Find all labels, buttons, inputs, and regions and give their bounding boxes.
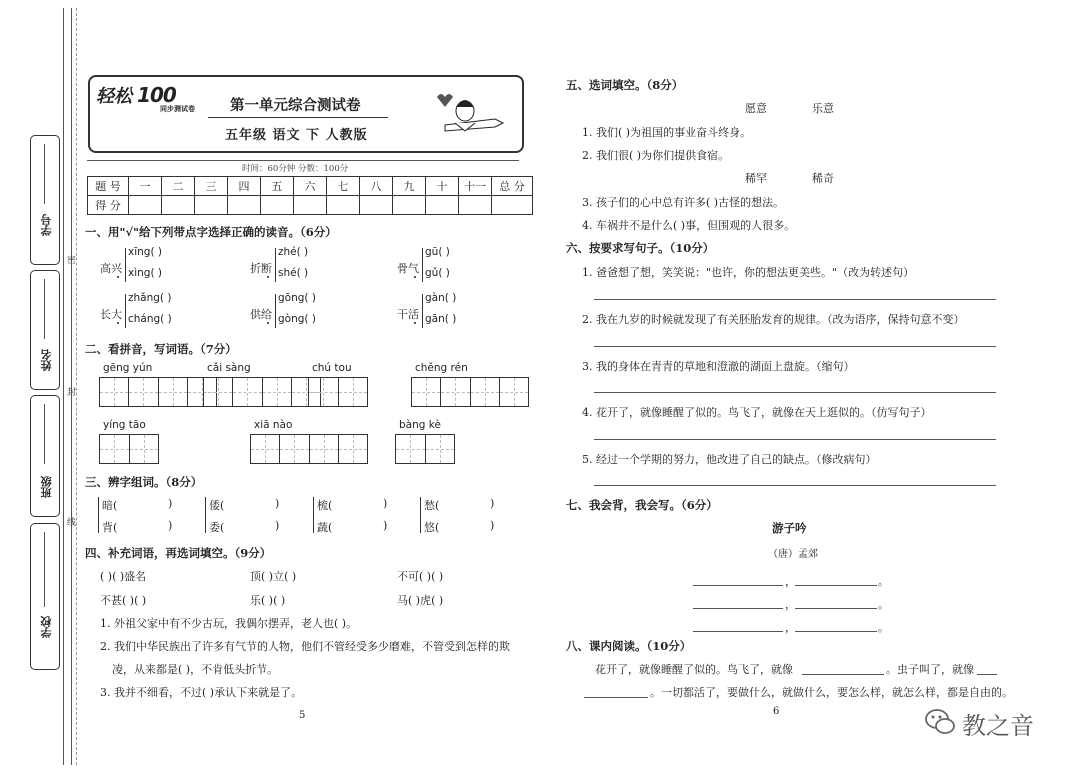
grid-cell	[339, 435, 367, 463]
score-cell	[459, 196, 492, 215]
s3-char-a: 暗(	[102, 499, 118, 512]
score-header-cell: 三	[195, 177, 228, 196]
grid-cell	[309, 378, 339, 406]
title-rule	[208, 117, 388, 118]
s6-answer-line-1	[594, 299, 996, 300]
meta-rule	[87, 160, 519, 161]
grid-cell	[441, 378, 470, 406]
poem-blank	[795, 585, 877, 586]
s4-row2-a: 不甚( )( )	[100, 594, 147, 607]
grid-cell	[500, 378, 528, 406]
s2-writing-grid	[203, 377, 321, 407]
s6-answer-line-2	[594, 346, 996, 347]
cartoon-boy-icon	[425, 89, 515, 139]
s3-close-a: )	[275, 497, 280, 510]
s2-writing-grid	[250, 434, 368, 464]
grid-cell	[233, 378, 262, 406]
s5-word-b: 乐意	[812, 102, 834, 115]
s5-q3: 3. 孩子们的心中总有许多( )古怪的想法。	[582, 196, 785, 209]
student-id-line	[44, 144, 45, 204]
s6-answer-line-5	[594, 485, 996, 486]
emphasis-dot	[414, 322, 416, 324]
s3-close-b: )	[168, 519, 173, 532]
poem-period: 。	[878, 575, 889, 588]
score-header-cell: 四	[228, 177, 261, 196]
s3-char-b: 悠(	[424, 521, 440, 534]
score-header-cell: 一	[129, 177, 162, 196]
poem-comma: ，	[785, 575, 796, 588]
section-6-heading: 六、按要求写句子。（10分）	[566, 241, 715, 255]
poem-author: （唐）孟郊	[768, 549, 818, 560]
watermark-text: 教之音	[962, 712, 1034, 740]
class-box	[30, 395, 60, 517]
poem-title: 游子吟	[772, 521, 807, 535]
s6-q3: 3. 我的身体在青青的草地和澄澈的湖面上盘旋。（缩句）	[582, 360, 855, 373]
logo-number: 100	[137, 83, 176, 107]
s1-word: 高兴	[100, 262, 122, 275]
section-5-heading: 五、选词填空。（8分）	[566, 78, 684, 92]
school-label: 学校	[40, 616, 53, 638]
s1-option-a: zhé( )	[278, 246, 309, 258]
score-cell	[360, 196, 393, 215]
s4-row1-c: 不可( )( )	[397, 570, 444, 583]
s1-option-b: gǔ( )	[425, 267, 450, 279]
s8-blank-2b	[584, 697, 648, 698]
s2-pinyin: gēng yún	[103, 362, 153, 374]
exam-header	[88, 75, 524, 153]
s2-writing-grid	[395, 434, 455, 464]
grid-cell	[412, 378, 441, 406]
s1-word: 干活	[397, 308, 419, 321]
s2-pinyin: cǎi sàng	[207, 362, 251, 374]
emphasis-dot	[414, 276, 416, 278]
s2-pinyin: bàng kè	[399, 419, 441, 431]
class-line	[44, 404, 45, 464]
emphasis-dot	[117, 322, 119, 324]
s2-pinyin: xiā nào	[254, 419, 293, 431]
score-header-cell: 八	[360, 177, 393, 196]
s3-close-b: )	[275, 519, 280, 532]
s1-option-a: xīng( )	[128, 246, 162, 258]
s3-char-b: 背(	[102, 521, 118, 534]
s6-answer-line-3	[594, 392, 996, 393]
score-header-cell: 六	[294, 177, 327, 196]
exam-title: 第一单元综合测试卷	[230, 97, 361, 114]
score-cell	[228, 196, 261, 215]
name-line	[44, 279, 45, 339]
section-3-heading: 三、辨字组词。（8分）	[85, 475, 203, 489]
section-4-heading: 四、补充词语，再选词填空。（9分）	[85, 546, 272, 560]
name-box	[30, 270, 60, 390]
score-header-cell: 七	[327, 177, 360, 196]
poem-comma: ，	[785, 621, 796, 634]
s5-q4: 4. 车祸并不是什么( )事，但围观的人很多。	[582, 219, 796, 232]
page-number-right: 6	[773, 706, 780, 717]
s4-row1-a: ( )( )盛名	[100, 570, 147, 583]
s5-q2: 2. 我们很( )为你们提供食宿。	[582, 149, 730, 162]
grid-cell	[310, 435, 339, 463]
s6-q1: 1. 爸爸想了想，笑笑说："也许，你的想法更美些。"（改为转述句）	[582, 266, 915, 279]
score-cell: 得 分	[88, 196, 129, 215]
s4-q1: 1. 外祖父家中有不少古玩，我偶尔摆弄，老人也( )。	[100, 617, 358, 630]
poem-blank	[693, 608, 783, 609]
s1-option-b: shé( )	[278, 267, 309, 279]
poem-comma: ，	[785, 598, 796, 611]
s3-char-a: 倭(	[209, 499, 225, 512]
section-8-heading: 八、课内阅读。（10分）	[566, 639, 692, 653]
emphasis-dot	[117, 276, 119, 278]
score-header-cell: 总 分	[492, 177, 533, 196]
emphasis-dot	[267, 322, 269, 324]
score-header-cell: 题 号	[88, 177, 129, 196]
s4-q2a: 2. 我们中华民族出了许多有气节的人物，他们不管经受多少磨难，不管受到怎样的欺	[100, 640, 510, 653]
score-cell	[195, 196, 228, 215]
s3-char-b: 委(	[209, 521, 225, 534]
score-header-cell: 二	[162, 177, 195, 196]
s6-q5: 5. 经过一个学期的努力，他改进了自己的缺点。（修改病句）	[582, 453, 877, 466]
grid-cell	[471, 378, 500, 406]
logo-main-text: 轻松	[96, 86, 132, 107]
s1-option-a: zhǎng( )	[128, 292, 172, 304]
s3-close-b: )	[383, 519, 388, 532]
score-cell	[492, 196, 533, 215]
s2-writing-grid	[99, 434, 159, 464]
grid-cell	[130, 435, 159, 463]
grid-cell	[263, 378, 292, 406]
score-cell	[393, 196, 426, 215]
binding-line-left	[63, 8, 64, 765]
exam-meta: 时间：60分钟 分数：100分	[242, 164, 349, 174]
name-label: 姓名	[40, 349, 53, 371]
brand-logo	[96, 82, 208, 112]
cut-mark-line: 线	[67, 518, 77, 528]
s8-text-2: 。一切都活了，要做什么，就做什么，要怎么样，就怎么样，都是自由的。	[650, 686, 1013, 699]
class-label: 班级	[40, 476, 53, 498]
student-id-box	[30, 135, 60, 265]
grid-cell	[100, 378, 129, 406]
s5-word-d: 稀奇	[812, 172, 834, 185]
s3-close-a: )	[383, 497, 388, 510]
grid-cell	[204, 378, 233, 406]
score-table	[87, 176, 533, 215]
poem-blank	[693, 585, 783, 586]
s1-option-b: gān( )	[425, 313, 457, 325]
exam-subtitle: 五年级 语文 下 人教版	[225, 128, 368, 143]
score-cell	[162, 196, 195, 215]
s3-close-a: )	[490, 497, 495, 510]
s3-char-a: 梳(	[317, 499, 333, 512]
poem-blank	[795, 631, 877, 632]
s8-text-1a: 花开了，就像睡醒了似的。鸟飞了，就像	[595, 663, 793, 676]
s6-answer-line-4	[594, 439, 996, 440]
s1-option-b: cháng( )	[128, 313, 172, 325]
section-7-heading: 七、我会背，我会写。（6分）	[566, 498, 718, 512]
school-box	[30, 523, 60, 670]
s4-q2b: 凌，从来都是( )，不肯低头折节。	[112, 663, 279, 676]
s3-char-a: 愁(	[424, 499, 440, 512]
s1-word: 供给	[250, 308, 272, 321]
grid-cell	[396, 435, 426, 463]
grid-cell	[339, 378, 368, 406]
s3-close-b: )	[490, 519, 495, 532]
s1-option-b: xìng( )	[128, 267, 162, 279]
s5-word-c: 稀罕	[745, 172, 767, 185]
section-1-heading: 一、用"√"给下列带点字选择正确的读音。（6分）	[85, 225, 337, 239]
s5-q1: 1. 我们( )为祖国的事业奋斗终身。	[582, 126, 752, 139]
student-id-label: 学号	[40, 214, 53, 236]
emphasis-dot	[267, 276, 269, 278]
s3-close-a: )	[168, 497, 173, 510]
score-cell	[261, 196, 294, 215]
page-number-left: 5	[299, 710, 306, 721]
score-cell	[426, 196, 459, 215]
s8-text-1b: 。虫子叫了，就像	[886, 663, 974, 676]
binding-dashed-line	[76, 8, 77, 765]
logo-tagline: 同步测试卷	[160, 105, 195, 113]
cut-mark-close: 封	[67, 388, 77, 398]
s2-writing-grid	[308, 377, 368, 407]
score-cell	[129, 196, 162, 215]
s2-pinyin: yíng tāo	[103, 419, 146, 431]
poem-blank	[795, 608, 877, 609]
s5-word-a: 愿意	[745, 102, 767, 115]
s2-writing-grid	[411, 377, 529, 407]
poem-period: 。	[878, 621, 889, 634]
s1-word: 骨气	[397, 262, 419, 275]
score-header-cell: 九	[393, 177, 426, 196]
s8-blank-1	[802, 674, 884, 675]
s1-word: 折断	[250, 262, 272, 275]
section-2-heading: 二、看拼音，写词语。（7分）	[85, 342, 237, 356]
poem-period: 。	[878, 598, 889, 611]
s1-option-a: gū( )	[425, 246, 450, 258]
s6-q2: 2. 我在九岁的时候就发现了有关胚胎发育的规律。（改为语序，保持句意不变）	[582, 313, 965, 326]
s2-pinyin: chěng rén	[415, 362, 468, 374]
grid-cell	[280, 435, 309, 463]
school-line	[44, 532, 45, 607]
grid-cell	[426, 435, 455, 463]
grid-cell	[100, 435, 130, 463]
s8-blank-2a	[977, 674, 997, 675]
s1-option-a: gōng( )	[278, 292, 316, 304]
s4-row2-b: 乐( )( )	[250, 594, 286, 607]
score-header-cell: 十一	[459, 177, 492, 196]
grid-cell	[251, 435, 280, 463]
s4-q3: 3. 我并不细看，不过( )承认下来就是了。	[100, 686, 303, 699]
cut-mark-seal: 密	[67, 256, 77, 266]
score-cell	[327, 196, 360, 215]
s2-pinyin: chú tou	[312, 362, 352, 374]
s1-word: 长大	[100, 308, 122, 321]
poem-blank	[693, 631, 783, 632]
score-cell	[294, 196, 327, 215]
s2-writing-grid	[99, 377, 217, 407]
wechat-icon	[923, 705, 957, 739]
score-header-cell: 五	[261, 177, 294, 196]
s1-option-a: gàn( )	[425, 292, 457, 304]
s4-row2-c: 马( )虎( )	[397, 594, 444, 607]
score-header-cell: 十	[426, 177, 459, 196]
grid-cell	[159, 378, 188, 406]
s1-option-b: gòng( )	[278, 313, 316, 325]
grid-cell	[129, 378, 158, 406]
s3-char-b: 蔬(	[317, 521, 333, 534]
s6-q4: 4. 花开了，就像睡醒了似的。鸟飞了，就像在天上逛似的。（仿写句子）	[582, 406, 932, 419]
s4-row1-b: 顶( )立( )	[250, 570, 297, 583]
